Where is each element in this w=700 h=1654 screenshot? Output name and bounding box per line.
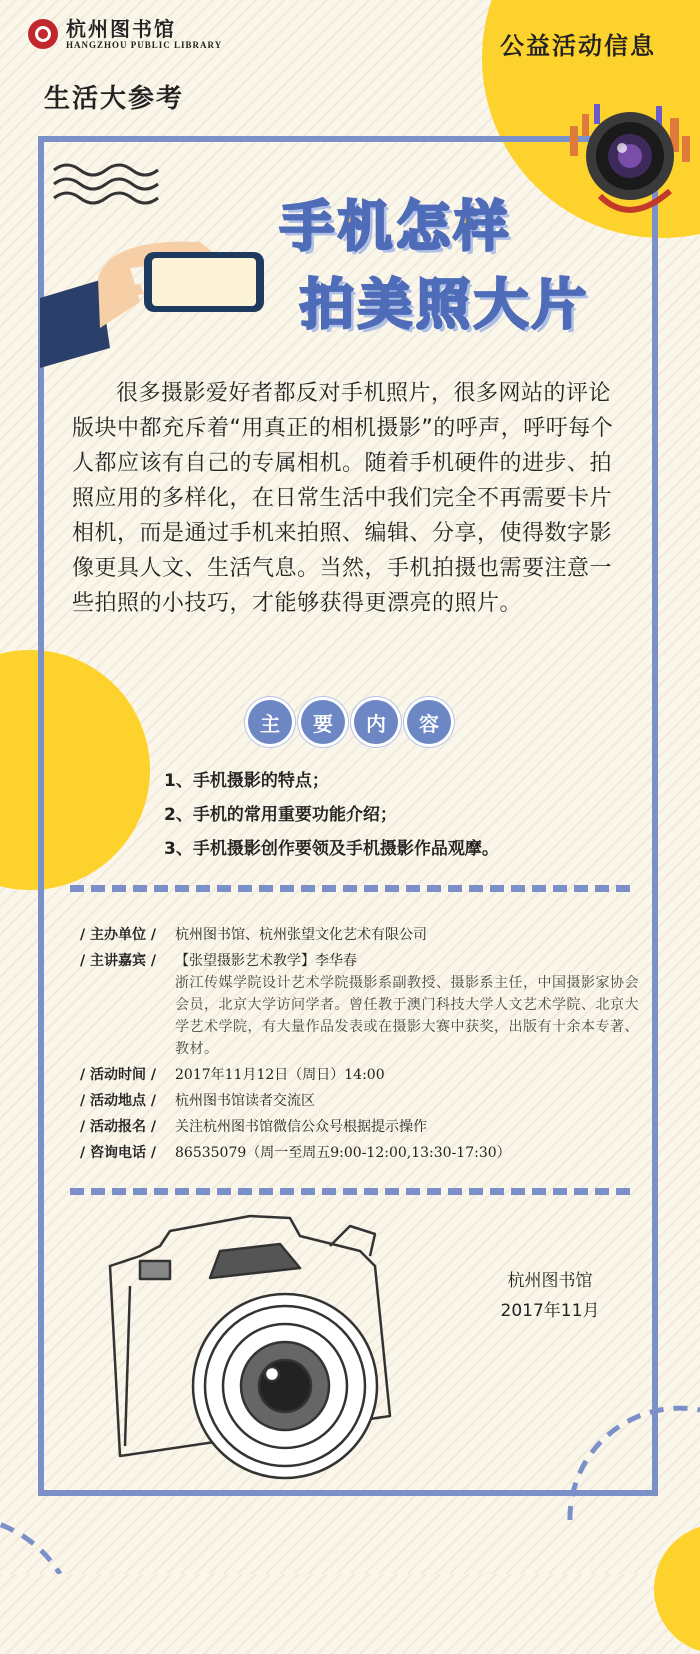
info-row-time <box>80 1064 640 1086</box>
info-value: 【张望摄影艺术教学】李华春 <box>175 953 357 969</box>
poster-title <box>280 188 590 344</box>
event-info <box>80 924 640 1164</box>
logo-subtext: HANGZHOU PUBLIC LIBRARY <box>66 40 223 50</box>
info-value: 2017年11月12日（周日）14:00 <box>175 1067 385 1083</box>
heading-chip: 主 <box>248 700 292 744</box>
info-label: / 主讲嘉宾 / <box>80 953 156 969</box>
footer-date: 2017年11月 <box>500 1301 600 1321</box>
dashed-arc-decoration <box>560 1400 700 1520</box>
wave-lines-icon <box>52 160 162 210</box>
info-label: / 咨询电话 / <box>80 1145 156 1161</box>
dashed-arc-decoration <box>0 1500 70 1574</box>
intro-paragraph: 很多摄影爱好者都反对手机照片，很多网站的评论版块中都充斥着“用真正的相机摄影”的呼声，呼吁每个人都应该有自己的专属相机。随着手机硬件的进步、拍照应用的多样化，在日常生活中我们完全不再需要卡片相机，而是通过手机来拍照、编辑、分享，使得数字影像更具人文、生活气息。当然，手机拍摄也需要注意一些拍照的小技巧，才能够获得更漂亮的照片。 <box>72 381 614 616</box>
footer <box>470 1266 630 1326</box>
list-item: 2、手机的常用重要功能介绍； <box>164 805 397 825</box>
logo-text: 杭州图书馆 <box>66 17 176 41</box>
heading-chip: 内 <box>354 700 398 744</box>
list-item: 3、手机摄影创作要领及手机摄影作品观摩。 <box>164 839 499 859</box>
info-row-organizer <box>80 924 640 946</box>
info-value: 杭州图书馆读者交流区 <box>175 1093 315 1109</box>
info-row-signup <box>80 1116 640 1138</box>
info-label: / 活动报名 / <box>80 1119 156 1135</box>
info-value: 关注杭州图书馆微信公众号根据提示操作 <box>175 1119 427 1135</box>
info-row-place <box>80 1090 640 1112</box>
page-subtitle: 生活大参考 <box>44 84 185 114</box>
yellow-circle-bottom-right <box>654 1524 700 1654</box>
category-label: 公益活动信息 <box>500 32 656 60</box>
divider <box>70 885 630 892</box>
title-line-2: 拍美照大片 <box>300 273 590 336</box>
divider <box>70 1188 630 1195</box>
info-row-speaker <box>80 950 640 972</box>
info-label: / 活动地点 / <box>80 1093 156 1109</box>
content-list <box>164 764 499 866</box>
library-logo <box>28 18 222 50</box>
info-value: 杭州图书馆、杭州张望文化艺术有限公司 <box>175 927 427 943</box>
title-line-1: 手机怎样 <box>280 195 512 258</box>
info-value: 86535079（周一至周五9:00-12:00,13:30-17:30） <box>175 1145 511 1161</box>
heading-chip: 容 <box>407 700 451 744</box>
list-item: 1、手机摄影的特点； <box>164 771 329 791</box>
info-label: / 活动时间 / <box>80 1067 156 1083</box>
info-label: / 主办单位 / <box>80 927 156 943</box>
hand-phone-icon <box>40 228 270 378</box>
library-logo-icon <box>28 19 58 49</box>
heading-chip: 要 <box>301 700 345 744</box>
camera-sketch-icon <box>100 1206 400 1506</box>
footer-org: 杭州图书馆 <box>507 1271 593 1291</box>
info-row-phone <box>80 1142 640 1164</box>
main-content-heading <box>248 700 451 744</box>
speaker-bio: 浙江传媒学院设计艺术学院摄影系副教授、摄影系主任，中国摄影家协会会员，北京大学访问学者。曾任教于澳门科技大学人文艺术学院、北京大学艺术学院，有大量作品发表或在摄影大赛中获奖，出版有十余本专著、教材。 <box>175 975 639 1057</box>
